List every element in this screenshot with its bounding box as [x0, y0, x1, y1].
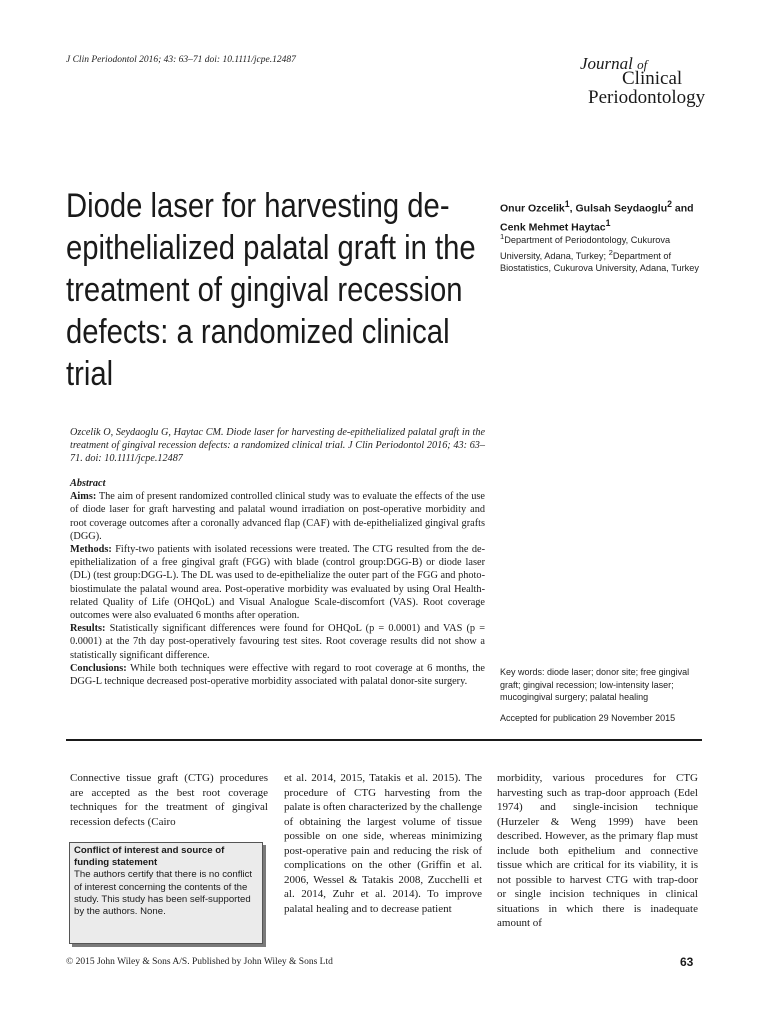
journal-logo-line3: Periodontology — [588, 87, 706, 108]
article-citation: Ozcelik O, Seydaoglu G, Haytac CM. Diode laser for harvesting de-epithelialized palatal graft in the treatment of gingival recession defects: a randomized clinical trial. J Clin Periodontol 2016; 43: 63–71. doi: 10.1111/jcpe.12487 — [70, 427, 485, 464]
conflict-box-title: Conflict of interest and source of funding statement — [74, 845, 225, 869]
page-number: 63 — [680, 955, 694, 969]
author-list: Onur Ozcelik$^1$, Gulsah Seydaoglu$^2$ and Cenk Mehmet Haytac$^1$ — [500, 199, 694, 233]
abstract-methods: Methods: Fifty-two patients with isolated recessions were treated. The CTG resulted from the de-epithelialization of a free gingival graft (FGG) with blade (control group:DGG-B) or diode laser (DL) (test group:DGG-L). The DL was used to de-epithelialize the outer part of the FGG and photo-biostimulate the palatal wound area. Post-operative morbidity was evaluated by using Oral Health-related Quality of Life (OHQoL) and Visual Analogue Scale-discomfort (VAS). Root coverage outcomes were also evaluated 6 months after operation. — [70, 544, 485, 622]
author: Onur Ozcelik — [500, 202, 565, 215]
author: Gulsah Seydaoglu — [575, 202, 668, 215]
journal-logo — [578, 54, 708, 110]
author: Cenk Mehmet Haytac — [500, 221, 606, 233]
abstract-conclusions: Conclusions: While both techniques were effective with regard to root coverage at 6 months, the DGG-L technique decreased post-operative morbidity associated with palatal donor-site surgery. — [70, 662, 486, 688]
conflict-box-text: The authors certify that there is no conflict of interest concerning the contents of the study. This study has been self-supported by the authors. None. — [74, 869, 253, 918]
copyright-footer: © 2015 John Wiley & Sons A/S. Published by John Wiley & Sons Ltd — [66, 957, 333, 967]
key-words: Key words: diode laser; donor site; free gingival graft; gingival recession; low-intensity laser; mucogingival surgery; palatal healing — [500, 667, 690, 702]
abstract-results: Results: Statistically significant differences were found for OHQoL (p = 0.0001) and VAS (p = 0.0001) at the 7th day post-operatively favouring test sites. Root coverage results did not show a statistically significant difference. — [70, 623, 485, 661]
abstract-heading: Abstract — [70, 478, 106, 489]
article-title: Diode laser for harvesting de-epithelialized palatal graft in the treatment of gingival recession defects: a randomized clinical trial — [66, 187, 476, 393]
abstract-aims: Aims: The aim of present randomized controlled clinical study was to evaluate the effects of the use of diode laser for graft harvesting and palatal wound irradiation on post-operative morbidity and root coverage outcomes after a coronally advanced flap (CAF) with de-epithelialized gingival grafts (DGG). — [70, 491, 486, 542]
accepted-date: Accepted for publication 29 November 2015 — [500, 713, 676, 723]
body-column-1: Connective tissue graft (CTG) procedures are accepted as the best root coverage techniques for the treatment of gingival recession defects (Cairo — [70, 772, 268, 828]
section-divider — [66, 739, 702, 741]
journal-citation-header: J Clin Periodontol 2016; 43: 63–71 doi: 10.1111/jcpe.12487 — [66, 55, 296, 65]
affiliations: $^1$Department of Periodontology, Cukurova University, Adana, Turkey; $^2$Department of Biostatistics, Cukurova University, Adana, Turkey — [500, 232, 699, 274]
journal-logo-line2: Clinical — [622, 68, 683, 89]
body-column-3: morbidity, various procedures for CTG harvesting such as trap-door approach (Edel 1974) and single-incision technique (Hurzeler & Weng 1999) have been described. However, as the primary flap must include both epithelium and connective tissue which are critical for its viability, it is not possible to harvest CTG with trap-door or single incision techniques in clinical situations in which there is inadequate amount of — [497, 772, 698, 929]
body-column-2: et al. 2014, 2015, Tatakis et al. 2015). The procedure of CTG harvesting from the palate is often characterized by the challenge of obtaining the largest volume of tissue possible on one side, whereas minimizing post-operative pain and reducing the risk of complications on the other (Griffin et al. 2006, Wessel & Tatakis 2008, Zucchelli et al. 2014, Zuhr et al. 2014). To improve palatal healing and to decrease patient — [284, 772, 482, 915]
journal-logo-line1: Journal of — [580, 54, 648, 73]
abstract — [70, 477, 485, 688]
conflict-of-interest-box — [69, 842, 263, 944]
